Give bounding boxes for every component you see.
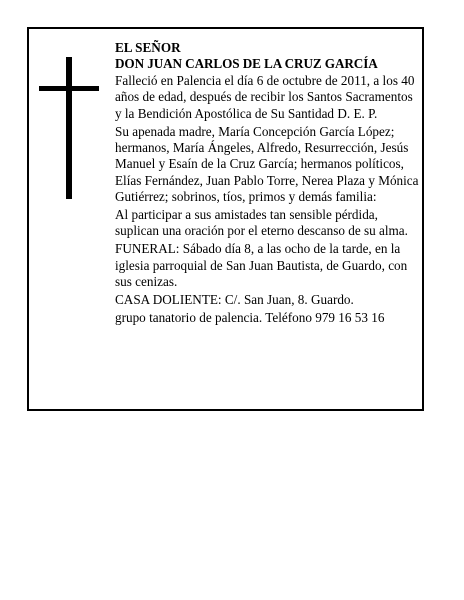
obituary-notice: [27, 27, 424, 411]
contact-paragraph: grupo tanatorio de palencia. Teléfono 979 16 53 16: [115, 310, 385, 325]
cross-icon: [39, 57, 99, 199]
funeral-paragraph: FUNERAL: Sábado día 8, a las ocho de la tarde, en la iglesia parroquial de San Juan Bautista, de Guardo, con sus cenizas.: [115, 241, 408, 290]
cross-horizontal-bar: [39, 86, 99, 91]
family-paragraph: Su apenada madre, María Concepción García López; hermanos, María Ángeles, Alfredo, Resurrección, Jesús Manuel y Esaín de la Cruz García; hermanos políticos, Elías Fernández, Juan Pablo Torre, Nerea Plaza y Mónica Gutiérrez; sobrinos, tíos, primos y demás familia:: [115, 123, 419, 205]
cross-vertical-bar: [66, 57, 72, 199]
house-paragraph: CASA DOLIENTE: C/. San Juan, 8. Guardo.: [115, 292, 354, 308]
request-paragraph: Al participar a sus amistades tan sensible pérdida, suplican una oración por el eterno descanso de su alma.: [115, 207, 408, 239]
deceased-name: DON JUAN CARLOS DE LA CRUZ GARCÍA: [115, 56, 378, 72]
death-info-paragraph: Falleció en Palencia el día 6 de octubre de 2011, a los 40 años de edad, después de recibir los Santos Sacramentos y la Bendición Apostólica de Su Santidad D. E. P.: [115, 72, 415, 121]
notice-text-block: [115, 40, 421, 328]
notice-heading: EL SEÑOR: [115, 40, 181, 55]
